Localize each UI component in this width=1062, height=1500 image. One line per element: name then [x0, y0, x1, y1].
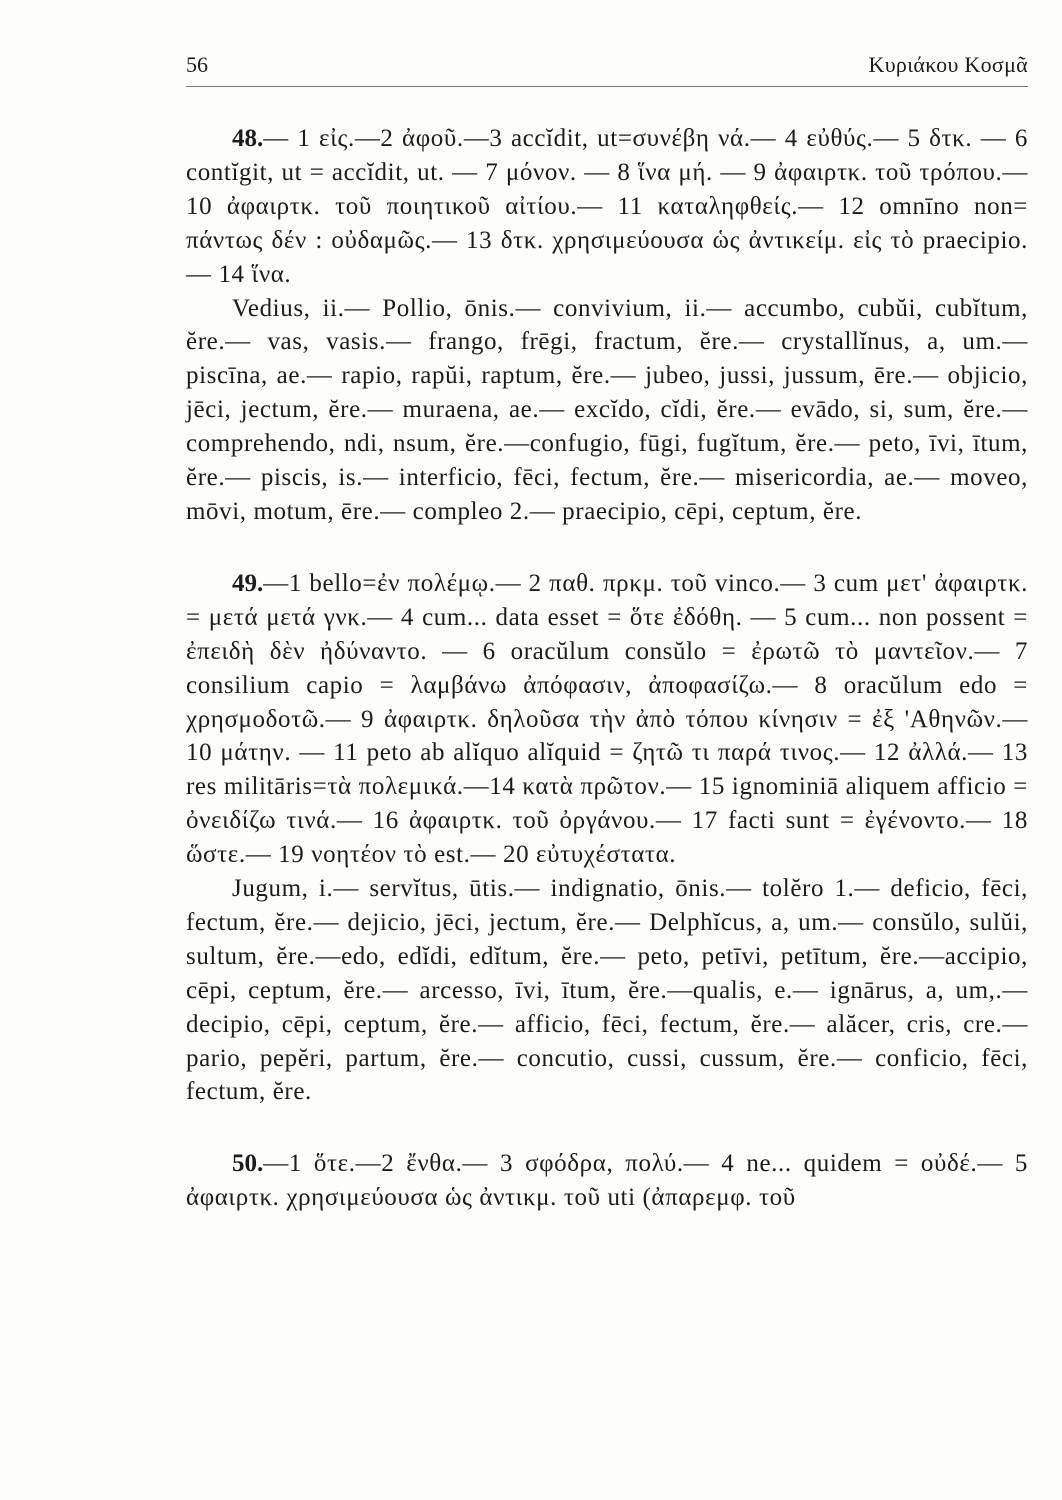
page-number: 56 — [186, 52, 208, 77]
running-head — [186, 50, 1028, 87]
exercise-50-notes — [186, 1147, 1028, 1215]
exercise-48-vocabulary: Vedius, ii.— Pollio, ōnis.— convivium, ii.— accumbo, cubŭi, cubĭtum, ĕre.— vas, vasis.— frango, frēgi, fractum, ĕre.— crystallĭnus, a, um.— piscīna, ae.— rapio, rapŭi, raptum, ĕre.— jubeo, jussi, jussum, ēre.— objicio, jēci, jectum, ĕre.— muraena, ae.— excĭdo, cĭdi, ĕre.— evādo, si, sum, ĕre.— comprehendo, ndi, nsum, ĕre.—confugio, fūgi, fugĭtum, ĕre.— peto, īvi, ītum, ĕre.— piscis, is.— interficio, fēci, fectum, ĕre.— misericordia, ae.— moveo, mōvi, motum, ēre.— compleo 2.— praecipio, cēpi, ceptum, ĕre. — [186, 294, 1028, 525]
notes-text: —1 ὅτε.—2 ἔνθα.— 3 σφόδρα, πολύ.— 4 ne... quidem = οὐδέ.— 5 ἀφαιρτκ. χρησιμεύουσα ὡς ἀντικμ. τοῦ uti (ἀπαρεμφ. τοῦ — [186, 1150, 1028, 1212]
exercise-number: 50. — [232, 1150, 264, 1178]
body-text — [186, 122, 1028, 1215]
exercise-48-notes — [186, 122, 1028, 292]
section-gap — [186, 1109, 1028, 1147]
section-gap — [186, 529, 1028, 567]
notes-text: —1 bello=ἐν πολέμῳ.— 2 παθ. πρκμ. τοῦ vinco.— 3 cum μετ' ἀφαιρτκ. = μετά μετά γνκ.— 4 cum... data esset = ὅτε ἐδόθη. — 5 cum... non possent = ἐπειδὴ δὲν ἠδύναντο. — 6 oracŭlum consŭlo = ἐρωτῶ τὸ μαντεῖον.— 7 consilium capio = λαμβάνω ἀπόφασιν, ἀποφασίζω.— 8 oracŭlum edo = χρησμοδοτῶ.— 9 ἀφαιρτκ. δηλοῦσα τὴν ἀπὸ τόπου κίνησιν = ἐξ 'Αθηνῶν.— 10 μάτην. — 11 peto ab alĭquo alĭquid = ζητῶ τι παρά τινος.— 12 ἀλλά.— 13 res militāris=τὰ πολεμικά.—14 κατὰ πρῶτον.— 15 ignominiā aliquem afficio = ὀνειδίζω τινά.— 16 ἀφαιρτκ. τοῦ ὀργάνου.— 17 facti sunt = ἐγένοντο.— 18 ὥστε.— 19 νοητέον τὸ est.— 20 εὐτυχέστατα. — [186, 569, 1028, 869]
exercise-number: 48. — [232, 125, 264, 152]
exercise-number: 49. — [232, 569, 264, 597]
notes-text: — 1 εἰς.—2 ἀφοῦ.—3 accĭdit, ut=συνέβη νά.— 4 εὐθύς.— 5 δτκ. — 6 contĭgit, ut = accĭdit, ut. — 7 μόνον. — 8 ἵνα μή. — 9 ἀφαιρτκ. τοῦ τρόπου.— 10 ἀφαιρτκ. τοῦ ποιητικοῦ αἰτίου.— 11 καταληφθείς.— 12 omnīno non= πάντως δέν : οὐδαμῶς.— 13 δτκ. χρησιμεύουσα ὡς ἀντικείμ. εἰς τὸ praecipio.— 14 ἵνα. — [186, 125, 1028, 288]
exercise-49-vocabulary: Jugum, i.— servĭtus, ūtis.— indignatio, ōnis.— tolĕro 1.— deficio, fēci, fectum, ĕre.— dejicio, jēci, jectum, ĕre.— Delphĭcus, a, um.— consŭlo, sulŭi, sultum, ĕre.—edo, edĭdi, edĭtum, ĕre.— peto, petīvi, petītum, ĕre.—accipio, cēpi, ceptum, ĕre.— arcesso, īvi, ītum, ĕre.—qualis, e.— ignārus, a, um,.— decipio, cēpi, ceptum, ĕre.— afficio, fēci, fectum, ĕre.— alăcer, cris, cre.— pario, pepĕri, partum, ĕre.— concutio, cussi, cussum, ĕre.— conficio, fēci, fectum, ĕre. — [186, 875, 1028, 1106]
exercise-49-notes — [186, 567, 1028, 872]
running-head-author: Κυριάκου Κοσμᾶ — [868, 52, 1028, 77]
